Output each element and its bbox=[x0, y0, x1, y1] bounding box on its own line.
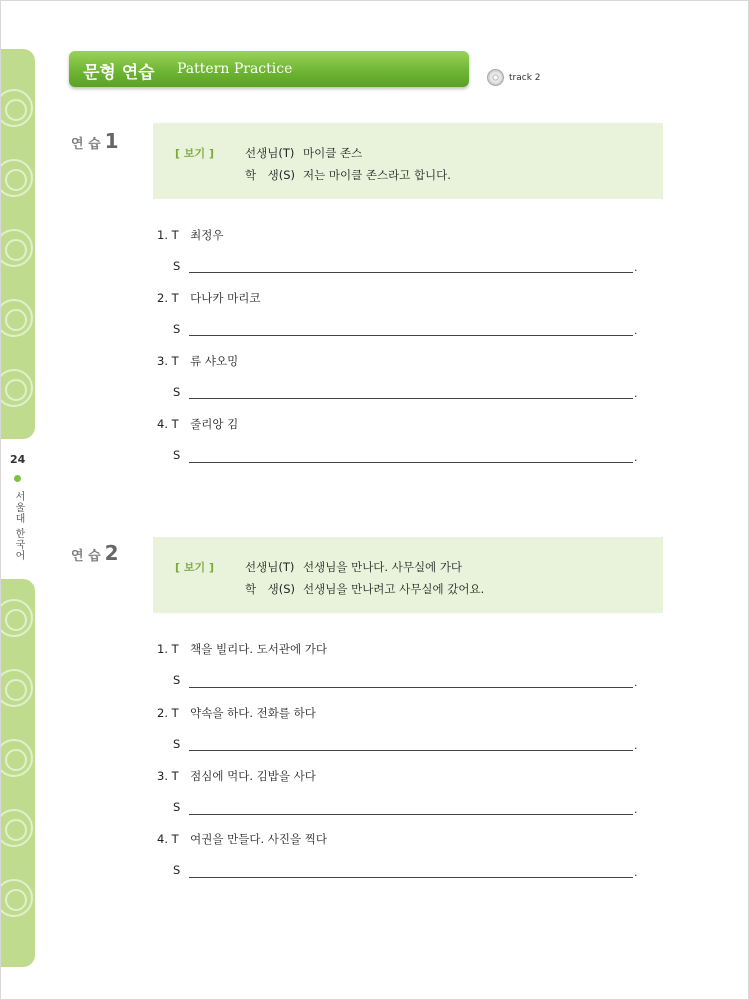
answer-line[interactable] bbox=[189, 687, 633, 688]
answer-line[interactable] bbox=[189, 750, 633, 751]
answer-line[interactable] bbox=[189, 877, 633, 878]
example-row bbox=[245, 581, 484, 597]
question-item: 4. T 줄리앙 김 bbox=[157, 417, 239, 431]
swirl-ornament bbox=[1, 229, 33, 267]
answer-line[interactable] bbox=[189, 814, 633, 815]
example-row bbox=[245, 167, 451, 183]
page-dot-marker bbox=[14, 475, 21, 482]
example-text: 선생님을 만나다. 사무실에 가다 bbox=[303, 560, 463, 574]
answer-prompt: S bbox=[173, 673, 181, 687]
answer-period: . bbox=[634, 261, 638, 274]
question-item: 4. T 여권을 만들다. 사진을 찍다 bbox=[157, 832, 327, 846]
question-item: 2. T 다나카 마리코 bbox=[157, 291, 261, 305]
answer-prompt: S bbox=[173, 259, 181, 273]
swirl-ornament bbox=[1, 739, 33, 777]
example-row bbox=[245, 145, 362, 161]
example-speaker: 학 생(S) bbox=[245, 168, 295, 182]
section-subtitle: Pattern Practice bbox=[177, 61, 293, 77]
answer-period: . bbox=[634, 324, 638, 337]
audio-track[interactable] bbox=[487, 69, 541, 86]
book-title: 서울대 한국어 bbox=[13, 491, 24, 562]
example-tag: [ 보기 ] bbox=[175, 561, 214, 574]
example-speaker: 학 생(S) bbox=[245, 582, 295, 596]
example-box bbox=[153, 537, 663, 613]
answer-period: . bbox=[634, 676, 638, 689]
example-speaker: 선생님(T) bbox=[245, 560, 295, 574]
exercise-label-prefix: 연 습 bbox=[71, 549, 101, 564]
page-number: 24 bbox=[10, 453, 26, 466]
answer-prompt: S bbox=[173, 385, 181, 399]
answer-period: . bbox=[634, 387, 638, 400]
example-text: 선생님을 만나려고 사무실에 갔어요. bbox=[303, 582, 485, 596]
swirl-ornament bbox=[1, 89, 33, 127]
answer-prompt: S bbox=[173, 737, 181, 751]
answer-period: . bbox=[634, 866, 638, 879]
swirl-ornament bbox=[1, 369, 33, 407]
swirl-ornament bbox=[1, 879, 33, 917]
answer-period: . bbox=[634, 451, 638, 464]
question-item: 1. T 최정우 bbox=[157, 228, 224, 242]
answer-line[interactable] bbox=[189, 335, 633, 336]
answer-line[interactable] bbox=[189, 398, 633, 399]
swirl-ornament bbox=[1, 809, 33, 847]
question-item: 3. T 류 샤오밍 bbox=[157, 354, 239, 368]
example-row bbox=[245, 559, 462, 575]
track-label: track 2 bbox=[509, 72, 541, 83]
example-text: 저는 마이클 존스라고 합니다. bbox=[303, 168, 451, 182]
answer-prompt: S bbox=[173, 800, 181, 814]
example-text: 마이클 존스 bbox=[303, 146, 363, 160]
exercise-label bbox=[71, 129, 119, 153]
answer-prompt: S bbox=[173, 448, 181, 462]
swirl-ornament bbox=[1, 299, 33, 337]
example-tag: [ 보기 ] bbox=[175, 147, 214, 160]
swirl-ornament bbox=[1, 159, 33, 197]
answer-period: . bbox=[634, 803, 638, 816]
answer-line[interactable] bbox=[189, 272, 633, 273]
side-tab-decoration bbox=[1, 579, 35, 967]
cd-icon bbox=[487, 69, 504, 86]
question-item: 2. T 약속을 하다. 전화를 하다 bbox=[157, 706, 316, 720]
swirl-ornament bbox=[1, 599, 33, 637]
section-title: 문형 연습 bbox=[83, 63, 155, 83]
question-item: 3. T 점심에 먹다. 김밥을 사다 bbox=[157, 769, 316, 783]
section-banner bbox=[69, 51, 469, 87]
answer-period: . bbox=[634, 739, 638, 752]
example-box bbox=[153, 123, 663, 199]
answer-prompt: S bbox=[173, 322, 181, 336]
swirl-ornament bbox=[1, 669, 33, 707]
exercise-label-number: 1 bbox=[104, 129, 119, 153]
question-item: 1. T 책을 빌리다. 도서관에 가다 bbox=[157, 642, 327, 656]
answer-prompt: S bbox=[173, 863, 181, 877]
answer-line[interactable] bbox=[189, 462, 633, 463]
example-speaker: 선생님(T) bbox=[245, 146, 295, 160]
exercise-label-number: 2 bbox=[104, 541, 119, 565]
exercise-label bbox=[71, 541, 119, 565]
exercise-label-prefix: 연 습 bbox=[71, 137, 101, 152]
side-tab-decoration bbox=[1, 49, 35, 439]
